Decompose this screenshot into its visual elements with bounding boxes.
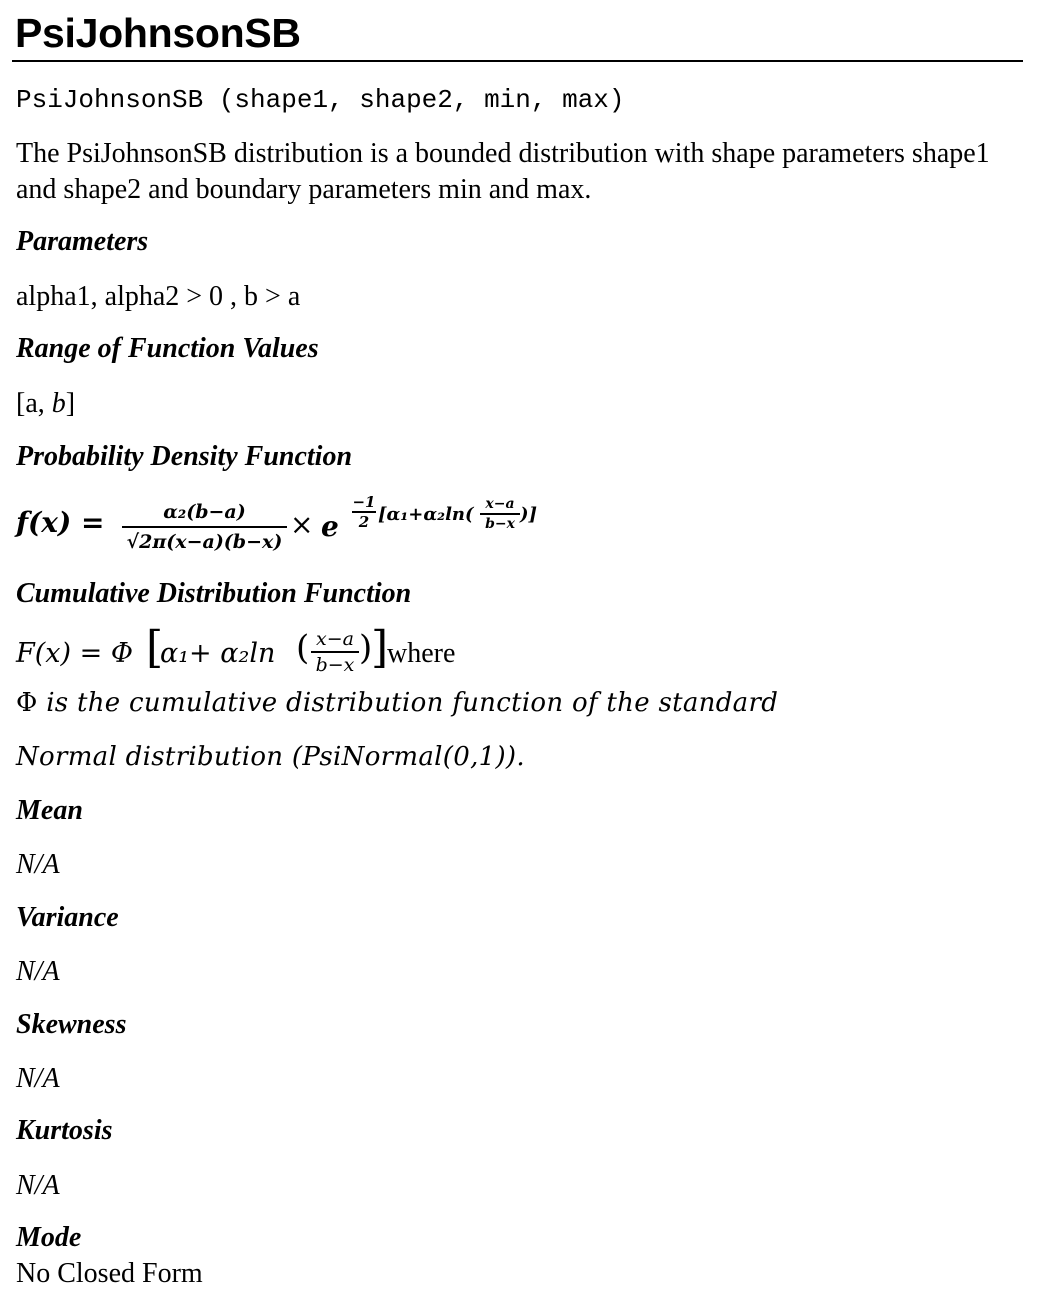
heading-range: Range of Function Values	[16, 333, 319, 364]
kurtosis-value: N/A	[16, 1170, 60, 1201]
cdf-frac-den: b−x	[315, 653, 355, 676]
function-syntax: PsiJohnsonSB (shape1, shape2, min, max)	[16, 85, 625, 115]
parameters-value: alpha1, alpha2 > 0 , b > a	[16, 281, 301, 312]
cdf-lhs-text: F(x) = Φ	[16, 638, 133, 669]
cdf-frac-num: x−a	[316, 628, 354, 650]
range-close: ]	[65, 388, 76, 419]
exp-frac-bar	[480, 513, 520, 515]
pdf-lhs: f(x) =	[16, 506, 105, 539]
heading-cdf: Cumulative Distribution Function	[16, 578, 412, 609]
cdf-open-bracket: [	[146, 622, 164, 673]
exp-coef	[352, 494, 376, 530]
range-value	[16, 386, 75, 422]
mean-value: N/A	[16, 849, 60, 880]
exp-frac-den: b−x	[485, 515, 515, 532]
cdf-body: α₁+ α₂ln	[160, 638, 276, 669]
exp-coef-den: 2	[358, 512, 370, 531]
heading-pdf: Probability Density Function	[16, 441, 353, 472]
heading-skewness: Skewness	[16, 1009, 127, 1040]
mode-value: No Closed Form	[16, 1258, 203, 1289]
range-b: b	[51, 388, 66, 419]
cdf-lhs	[16, 638, 133, 669]
exp-body-post: )]	[520, 504, 538, 525]
cdf-where: where	[387, 638, 456, 669]
heading-variance: Variance	[16, 902, 119, 933]
pdf-denominator: √2π(x−a)(b−x)	[126, 531, 283, 553]
exp-inner-frac	[480, 496, 520, 532]
cdf-note-line2: Normal distribution (PsiNormal(0,1)).	[16, 742, 525, 772]
pdf-base-e: e	[321, 510, 339, 543]
cdf-note-text1: is the cumulative distribution function of the standard	[37, 688, 779, 718]
heading-mean: Mean	[16, 795, 83, 826]
heading-mode: Mode	[16, 1222, 82, 1253]
exp-body-pre: [α₁+α₂ln(	[378, 504, 474, 525]
pdf-numerator: α₂(b−a)	[163, 501, 246, 523]
cdf-close-paren: )	[359, 628, 373, 668]
page-title: PsiJohnsonSB	[15, 10, 301, 56]
variance-value: N/A	[16, 956, 60, 987]
pdf-fraction	[122, 500, 287, 554]
cdf-note-line1	[16, 686, 778, 720]
pdf-fraction-bar	[122, 526, 287, 528]
pdf-times: ×	[290, 508, 314, 541]
cdf-close-bracket: ]	[371, 622, 389, 673]
cdf-open-paren: (	[296, 628, 310, 668]
heading-parameters: Parameters	[16, 226, 149, 257]
exp-frac-num: x−a	[485, 496, 515, 512]
title-divider	[12, 60, 1023, 62]
range-open: [a,	[16, 388, 52, 419]
exp-coef-num: −1	[352, 493, 376, 511]
cdf-fraction	[311, 628, 359, 676]
phi-symbol: Φ	[16, 688, 38, 718]
skewness-value: N/A	[16, 1063, 60, 1094]
cdf-frac-bar	[311, 651, 359, 653]
description: The PsiJohnsonSB distribution is a bounded distribution with shape parameters shape1 and shape2 and boundary parameters min and max.	[16, 138, 990, 205]
heading-kurtosis: Kurtosis	[16, 1115, 113, 1146]
